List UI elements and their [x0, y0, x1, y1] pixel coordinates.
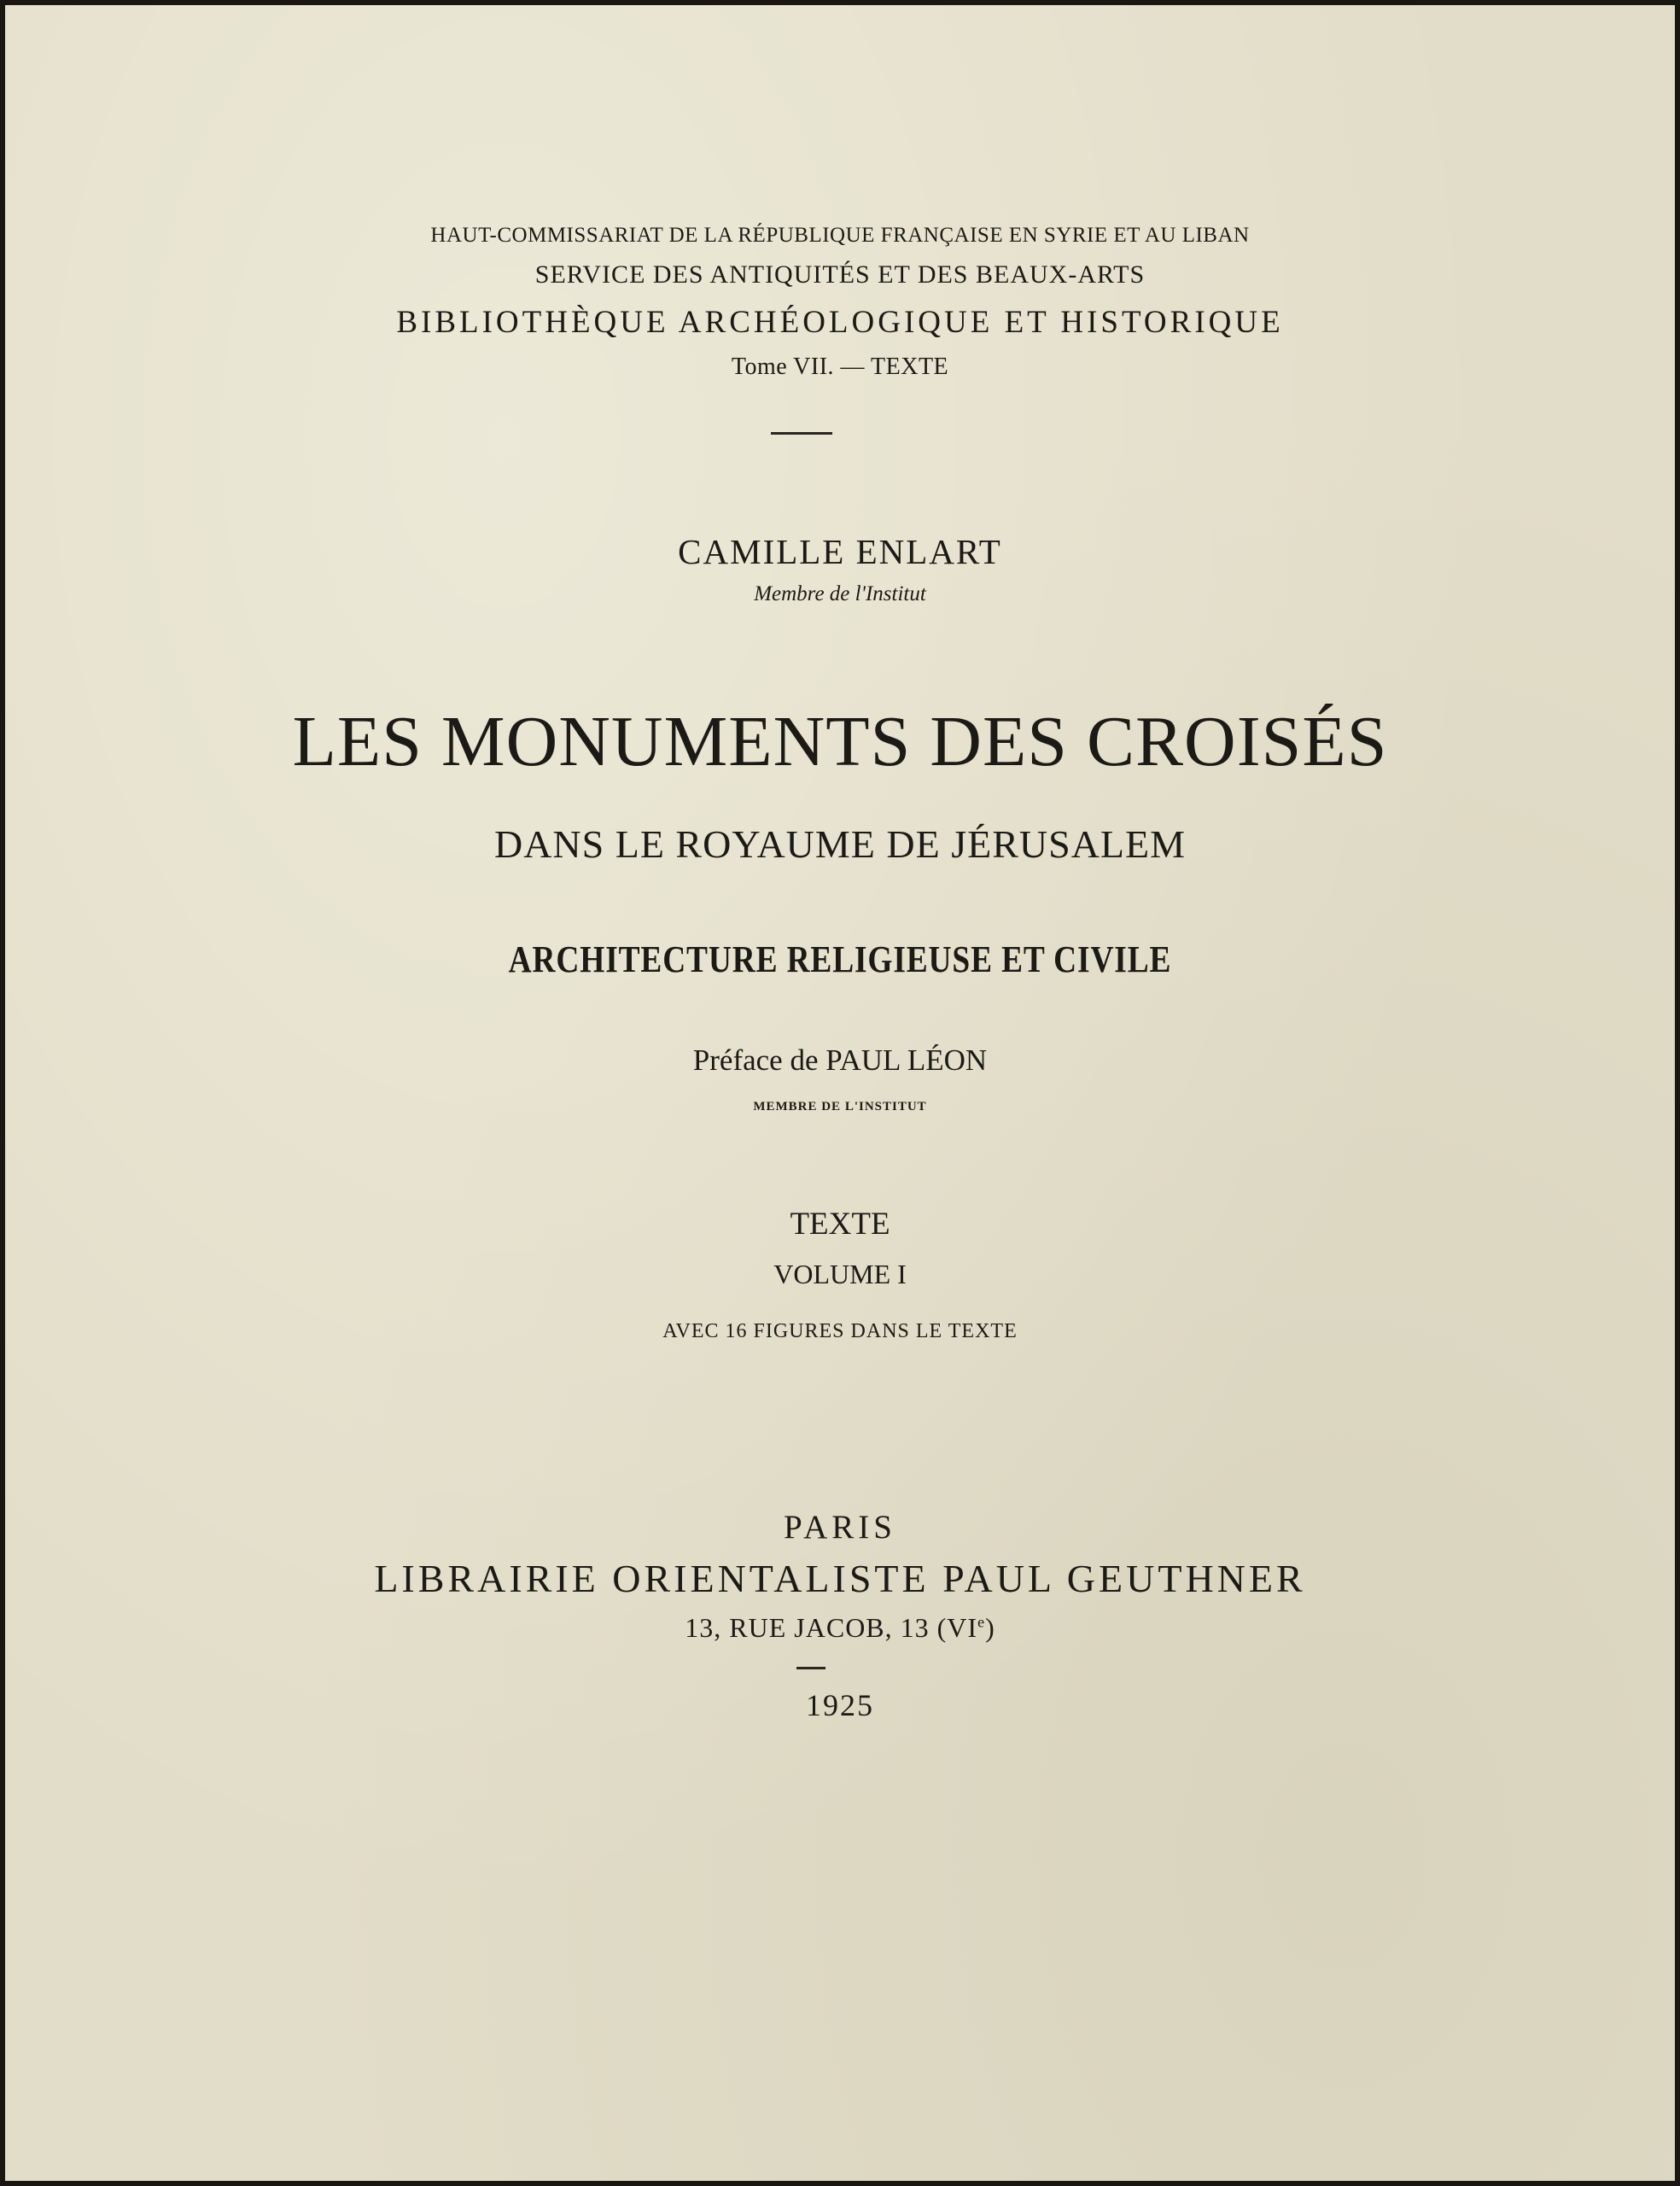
volume-number: VOLUME I	[773, 1259, 907, 1289]
header-line-commissariat: HAUT-COMMISSARIAT DE LA RÉPUBLIQUE FRANÇAISE EN SYRIE ET AU LIBAN	[430, 224, 1250, 247]
imprint-year: 1925	[806, 1688, 874, 1722]
divider-rule	[771, 432, 832, 435]
address-main: 13, RUE JACOB, 13 (VI	[685, 1612, 978, 1643]
address-end: )	[985, 1612, 995, 1643]
figures-note: AVEC 16 FIGURES DANS LE TEXTE	[662, 1320, 1018, 1342]
header-line-library: BIBLIOTHÈQUE ARCHÉOLOGIQUE ET HISTORIQUE	[396, 305, 1284, 340]
header-line-tome: Tome VII. — TEXTE	[731, 354, 949, 380]
imprint-divider	[796, 1667, 825, 1669]
author-title: Membre de l'Institut	[754, 582, 926, 605]
volume-label: TEXTE	[790, 1207, 890, 1242]
imprint-city: PARIS	[784, 1509, 896, 1546]
book-subtitle: DANS LE ROYAUME DE JÉRUSALEM	[493, 822, 1187, 866]
author-name: CAMILLE ENLART	[678, 532, 1002, 571]
book-title: LES MONUMENTS DES CROISÉS	[292, 702, 1388, 781]
header-line-service: SERVICE DES ANTIQUITÉS ET DES BEAUX-ARTS	[534, 260, 1146, 289]
preface-line: Préface de PAUL LÉON	[692, 1043, 988, 1077]
address-superscript: e	[977, 1613, 986, 1631]
preface-author-title: MEMBRE DE L'INSTITUT	[753, 1100, 927, 1113]
imprint-address	[0, 1612, 1680, 1644]
book-subtitle-architecture: ARCHITECTURE RELIGIEUSE ET CIVILE	[508, 938, 1172, 980]
imprint-publisher: LIBRAIRIE ORIENTALISTE PAUL GEUTHNER	[374, 1557, 1306, 1600]
